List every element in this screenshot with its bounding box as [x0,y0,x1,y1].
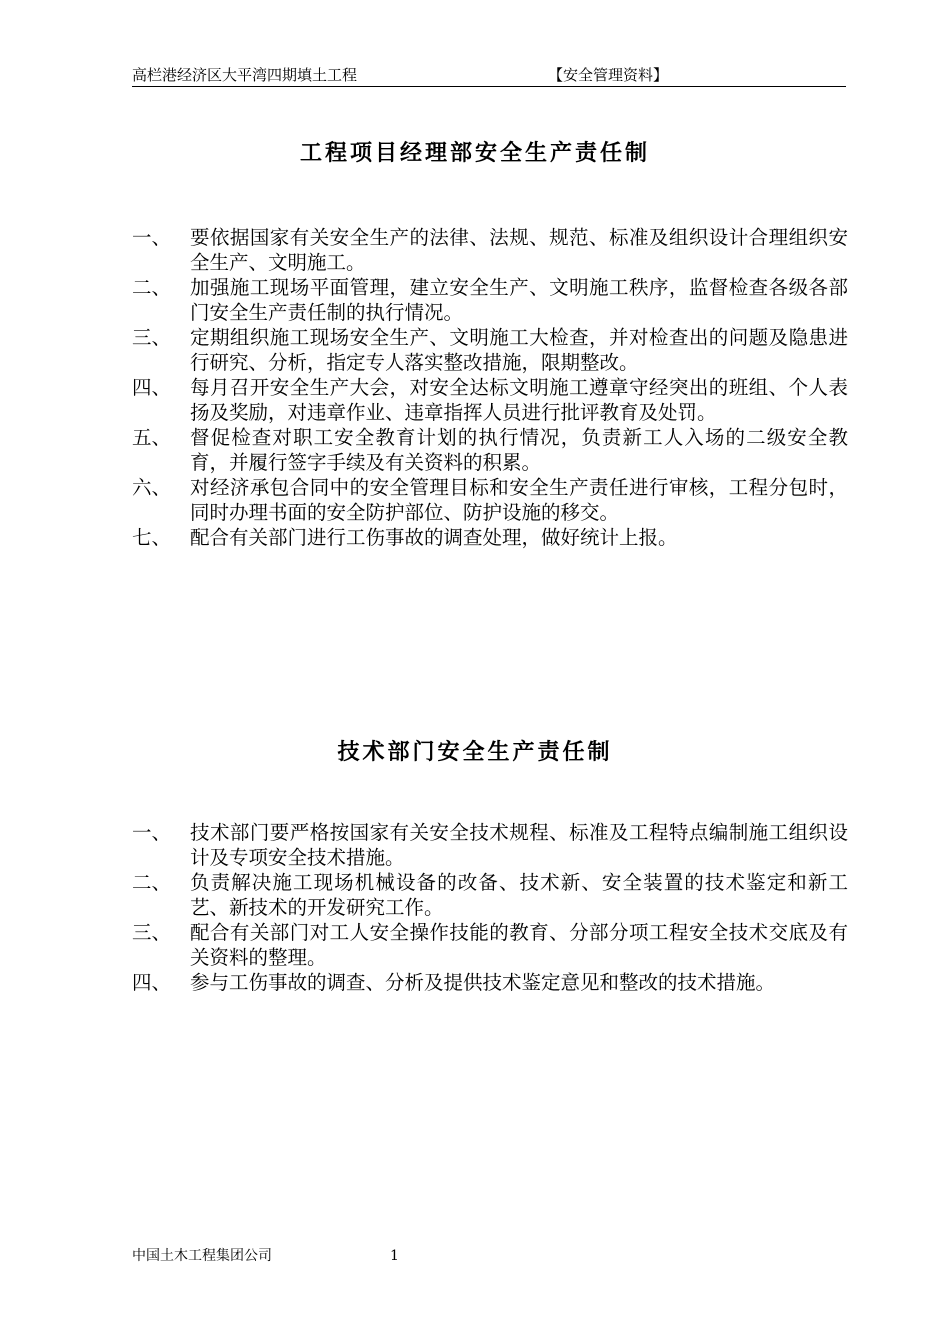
header-doc-type: 【安全管理资料】 [548,66,669,84]
list-item [132,920,848,970]
item-text: 定期组织施工现场安全生产、文明施工大检查，并对检查出的问题及隐患进行研究、分析，指定专人落实整改措施，限期整改。 [190,326,848,374]
list-item [132,425,848,475]
footer-company: 中国土木工程集团公司 [132,1248,272,1264]
item-text: 配合有关部门对工人安全操作技能的教育、分部分项工程安全技术交底及有关资料的整理。 [190,921,848,969]
list-item [132,525,848,550]
item-number: 六、 [132,476,172,499]
item-text: 督促检查对职工安全教育计划的执行情况，负责新工人入场的二级安全教育，并履行签字手续及有关资料的积累。 [190,426,848,474]
item-number: 七、 [132,526,172,549]
item-text: 技术部门要严格按国家有关安全技术规程、标准及工程特点编制施工组织设计及专项安全技术措施。 [190,821,848,869]
item-text: 参与工伤事故的调查、分析及提供技术鉴定意见和整改的技术措施。 [190,971,776,994]
list-item [132,820,848,870]
item-number: 三、 [132,921,172,944]
header-project-name: 高栏港经济区大平湾四期填土工程 [132,66,358,84]
item-number: 三、 [132,326,172,349]
item-number: 二、 [132,276,172,299]
item-text: 要依据国家有关安全生产的法律、法规、规范、标准及组织设计合理组织安全生产、文明施工。 [190,226,848,274]
list-item [132,375,848,425]
item-text: 对经济承包合同中的安全管理目标和安全生产责任进行审核，工程分包时，同时办理书面的安全防护部位、防护设施的移交。 [190,476,848,524]
item-number: 一、 [132,226,172,249]
item-text: 每月召开安全生产大会，对安全达标文明施工遵章守经突出的班组、个人表扬及奖励，对违章作业、违章指挥人员进行批评教育及处罚。 [190,376,848,424]
item-text: 负责解决施工现场机械设备的改备、技术新、安全装置的技术鉴定和新工艺、新技术的开发研究工作。 [190,871,848,919]
page-header [132,64,846,87]
section-title-project-dept: 工程项目经理部安全生产责任制 [299,141,650,166]
item-text: 配合有关部门进行工伤事故的调查处理，做好统计上报。 [190,526,678,549]
list-item [132,475,848,525]
list-item [132,325,848,375]
item-number: 四、 [132,971,172,994]
list-item [132,225,848,275]
item-text: 加强施工现场平面管理，建立安全生产、文明施工秩序，监督检查各级各部门安全生产责任制的执行情况。 [190,276,848,324]
item-number: 五、 [132,426,172,449]
section-title-technical-dept: 技术部门安全生产责任制 [337,740,613,765]
item-number: 一、 [132,821,172,844]
item-number: 二、 [132,871,172,894]
technical-dept-duties-list [132,820,848,995]
footer-page-number: 1 [390,1248,399,1264]
list-item [132,870,848,920]
list-item [132,970,848,995]
list-item [132,275,848,325]
project-dept-duties-list [132,225,848,550]
item-number: 四、 [132,376,172,399]
